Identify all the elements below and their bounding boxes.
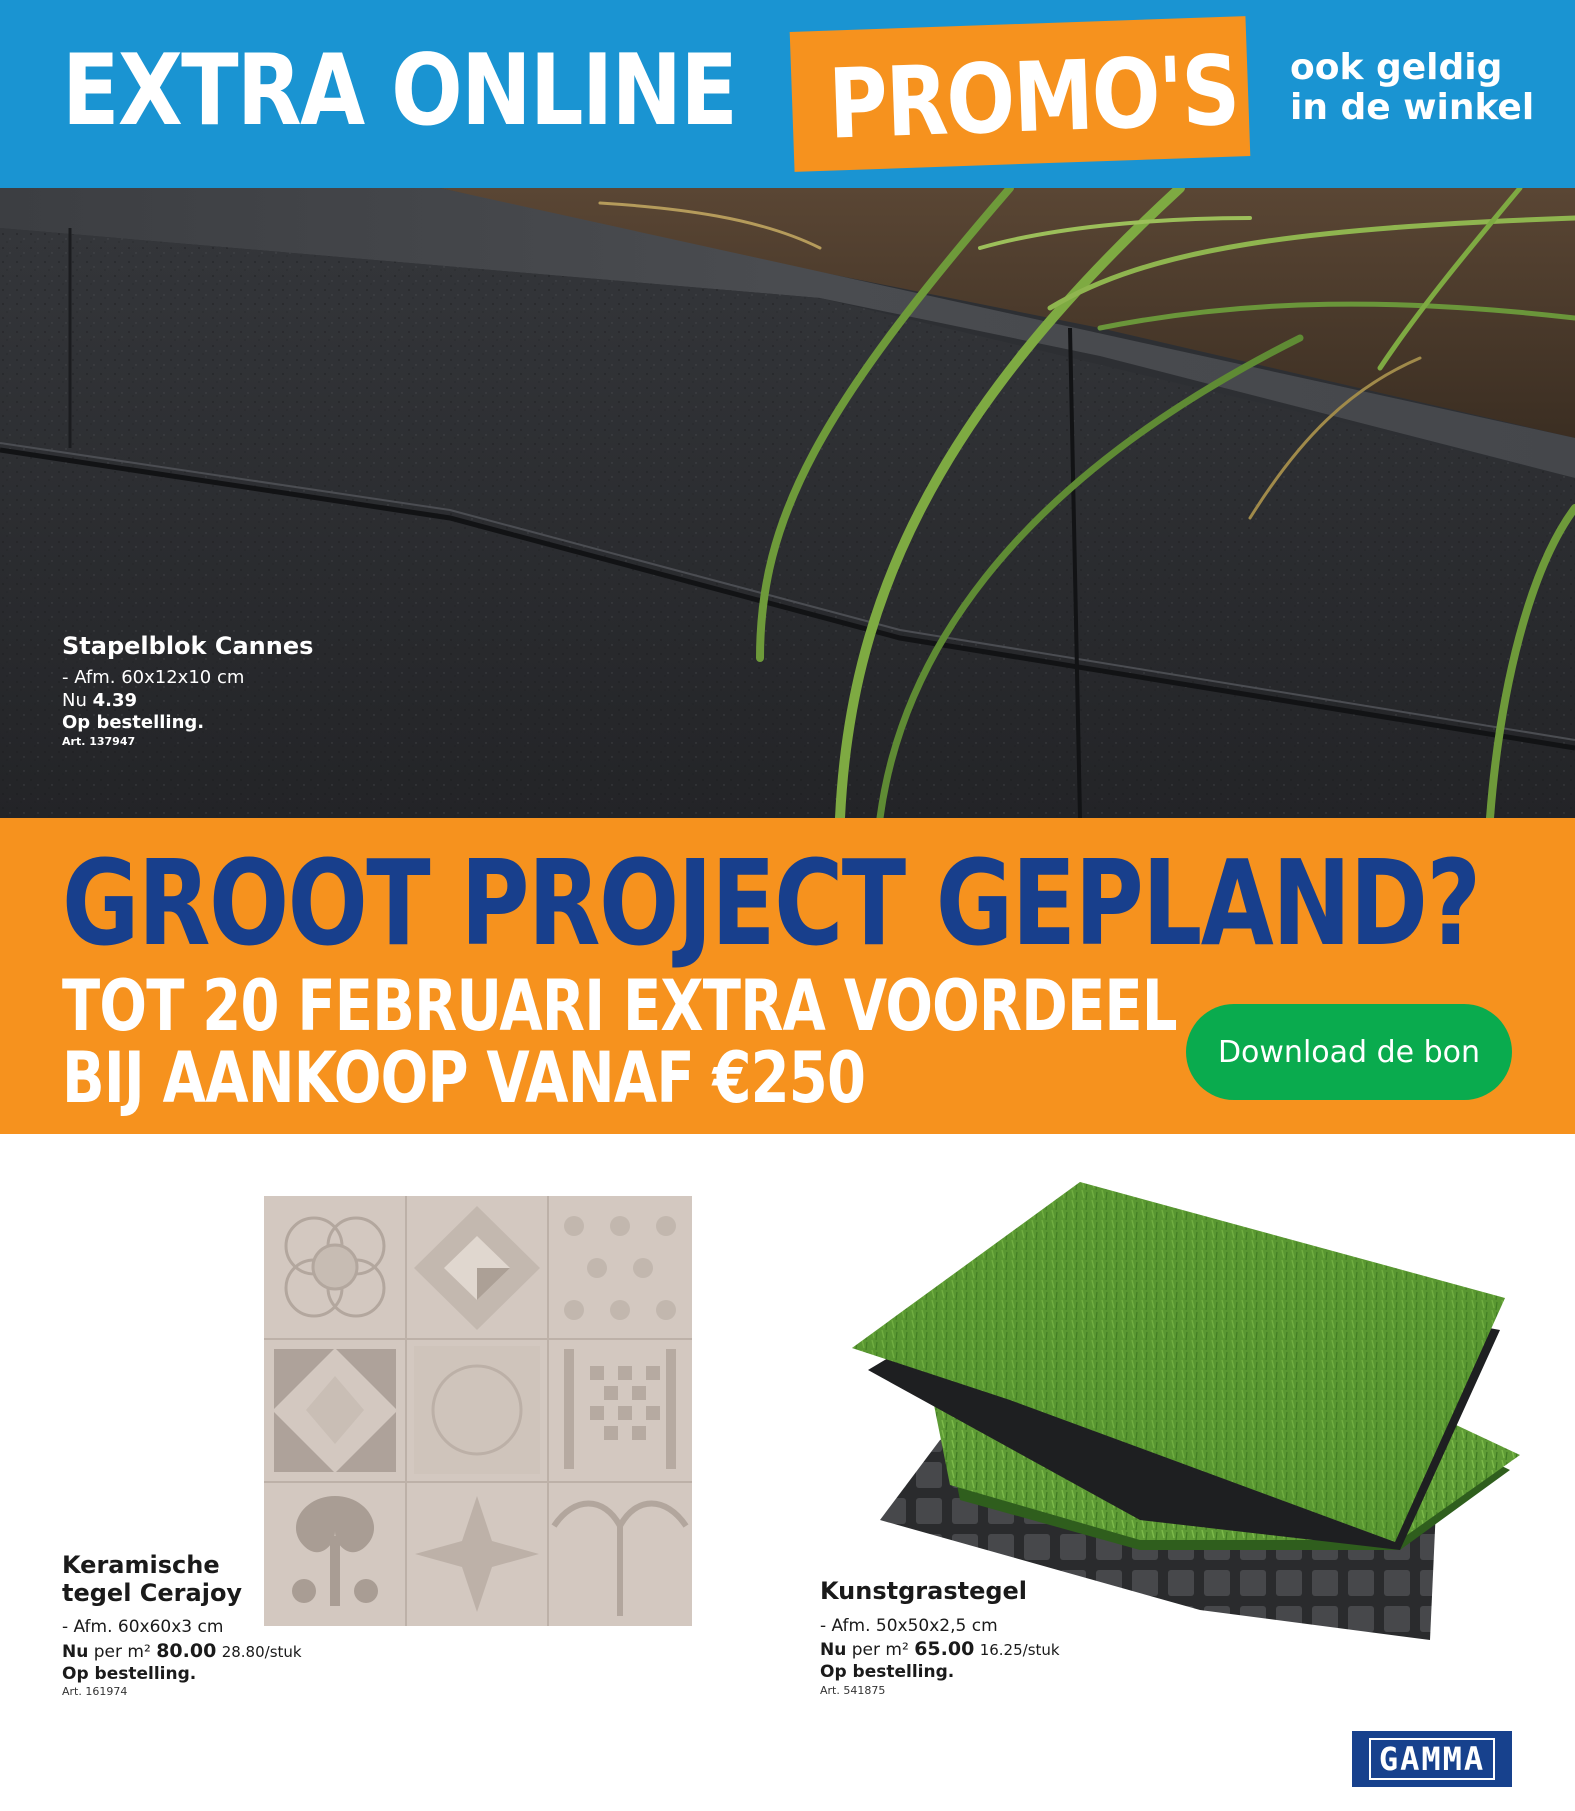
hero-product-article: Art. 137947 — [62, 734, 136, 748]
hero-product-price: 4.39 — [92, 689, 138, 711]
header-note-line2: in de winkel — [1290, 86, 1535, 128]
hero-product-name: Stapelblok Cannes — [62, 632, 314, 660]
ceramic-tile-price-row — [62, 1639, 302, 1664]
grass-tile-article: Art. 541875 — [820, 1683, 886, 1697]
grass-tile-price-per-piece: 16.25/stuk — [979, 1641, 1060, 1660]
promo-subline-1: TOT 20 FEBRUARI EXTRA VOORDEEL — [62, 965, 1177, 1047]
ceramic-tile-caption — [62, 1552, 302, 1700]
ceramic-tile-dimensions: - Afm. 60x60x3 cm — [62, 1617, 224, 1638]
ceramic-tile-name-line1: Keramische — [62, 1551, 220, 1579]
promo-badge-text: PROMO'S — [826, 34, 1240, 161]
hero-photo — [0, 188, 1575, 818]
hero-product-caption — [62, 631, 313, 748]
header-title: EXTRA ONLINE — [62, 34, 737, 148]
hero-product-price-prefix: Nu — [62, 689, 87, 711]
promo-subline-2: BIJ AANKOOP VANAF €250 — [62, 1037, 866, 1120]
grass-tile-price-prefix: Nu — [820, 1640, 847, 1661]
ceramic-tile-image — [264, 1196, 692, 1626]
ceramic-tile-price-prefix: Nu — [62, 1641, 89, 1662]
grass-tile-caption — [820, 1578, 1060, 1698]
promo-headline: GROOT PROJECT GEPLAND? — [62, 834, 1480, 972]
ceramic-tile-price: 80.00 — [156, 1639, 217, 1662]
header-note-line1: ook geldig — [1290, 47, 1503, 88]
grass-tile-price-row — [820, 1637, 1060, 1662]
hero-product-dimensions: - Afm. 60x12x10 cm — [62, 667, 245, 688]
promo-badge — [790, 16, 1251, 172]
grass-tile-price: 65.00 — [914, 1638, 975, 1661]
gamma-logo-text: GAMMA — [1369, 1738, 1495, 1780]
ceramic-tile-price-per-piece: 28.80/stuk — [221, 1642, 302, 1661]
hero-product-price-row — [62, 690, 313, 713]
download-coupon-button[interactable]: Download de bon — [1186, 1004, 1512, 1100]
header-banner — [0, 0, 1575, 188]
promo-band — [0, 818, 1575, 1134]
grass-tile-order-note: Op bestelling. — [820, 1662, 955, 1683]
ceramic-tile-price-unit: per m² — [93, 1641, 151, 1662]
ceramic-tile-article: Art. 161974 — [62, 1685, 128, 1699]
gamma-logo[interactable] — [1352, 1731, 1512, 1787]
header-note — [1290, 48, 1570, 127]
promo-subline — [62, 965, 1177, 1120]
grass-tile-name: Kunstgrastegel — [820, 1577, 1028, 1605]
hero-product-order-note: Op bestelling. — [62, 712, 205, 733]
grass-tile-dimensions: - Afm. 50x50x2,5 cm — [820, 1615, 998, 1636]
ceramic-tile-name-line2: tegel Cerajoy — [62, 1578, 243, 1607]
ceramic-tile-order-note: Op bestelling. — [62, 1663, 197, 1684]
grass-tile-price-unit: per m² — [851, 1640, 909, 1661]
